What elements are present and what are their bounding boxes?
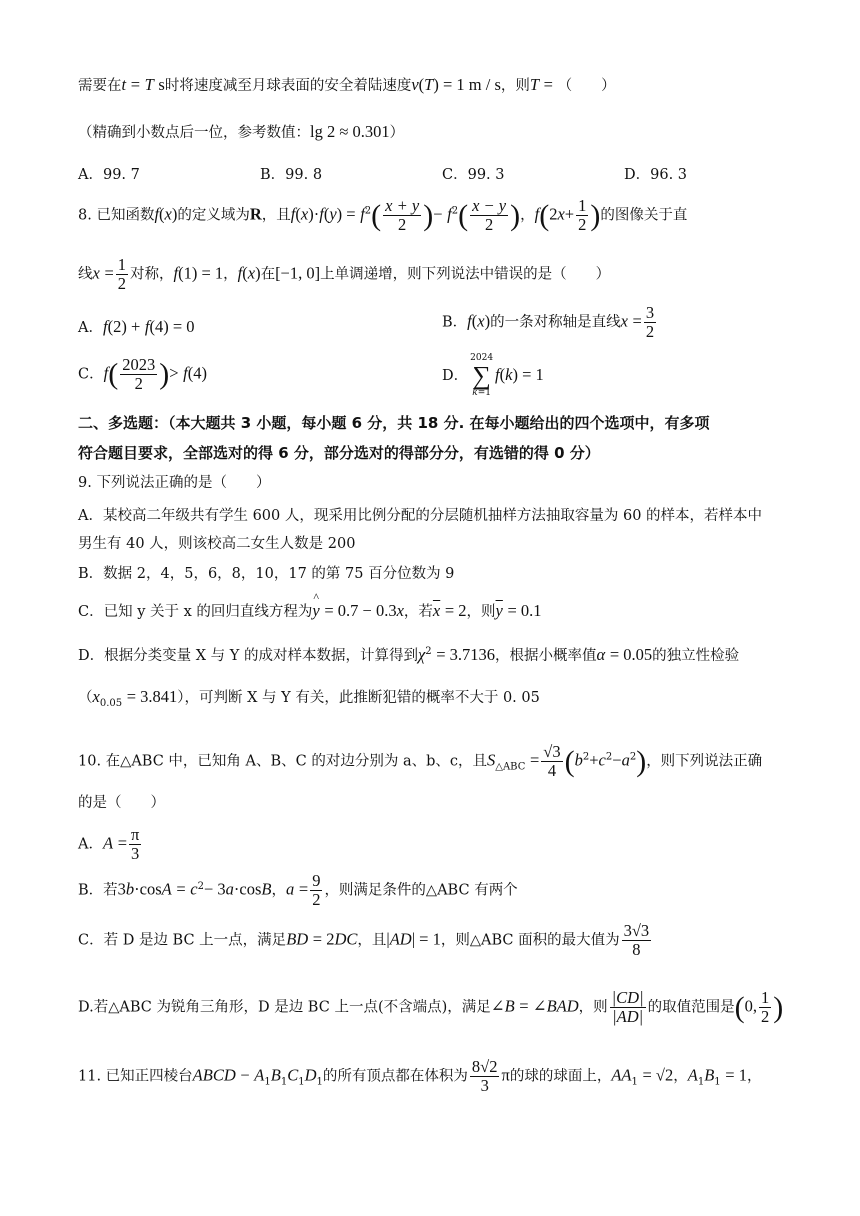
q10-option-b[interactable]: B．若$3b\cdot\cos A = c^2- 3a\cdot\cos B$，a = $\frac{9}{2}$ ，则满足条件的△ABC 有两个	[78, 871, 518, 910]
q9-option-a-line2: 男生有 40 人，则该校高二女生人数是 200	[78, 536, 356, 552]
q8-stem-line1: 8. 已知函数f(x)的定义域为R，且$f(x)\cdot f(y) = f^2$( $\frac{x + y}{2}$ )− $f^2$( $\frac{x - y}{2}$ )，f(2x+ $\frac{1}{2}$ )的图像关于直	[78, 195, 688, 234]
q7-line1: 需要在t = T s时将速度减至月球表面的安全着陆速度v(T) = 1 m / s，则T = （ ）	[78, 75, 616, 94]
q7-option-d[interactable]: D．96. 3	[624, 167, 688, 183]
q9-option-c[interactable]: C．已知 y 关于 x 的回归直线方程为^ y = 0.7 − 0.3x，若$\overline{x} = 2$，则$\overline{y} = 0.1$	[78, 600, 788, 622]
q8-option-c[interactable]: C．f( $\frac{2023}{2}$ )> f(4)	[78, 355, 207, 394]
q9-option-a-line1[interactable]: A．某校高二年级共有学生 600 人，现采用比例分配的分层随机抽样方法抽取容量为 60 的样本，若样本中	[78, 508, 763, 524]
q10-option-c[interactable]: C．若 D 是边 BC 上一点，满足BD = 2DC，且|AD| = 1，则△ABC 面积的最大值为 $\frac{3√3}{8}$	[78, 921, 650, 960]
q8-option-d[interactable]: D． 2024 ∑ k=1 f(k) = 1	[442, 353, 544, 398]
section-2-heading-line2: 符合题目要求，全部选对的得 6 分，部分选对的得部分分，有选错的得 0 分）	[78, 444, 600, 462]
section-2-heading-line1: 二、多选题：（本大题共 3 小题，每小题 6 分，共 18 分. 在每小题给出的四个选项中，有多项	[78, 414, 710, 432]
q7-option-c[interactable]: C．99. 3	[442, 167, 505, 183]
q7-option-a[interactable]: A．99. 7	[78, 167, 140, 183]
q8-option-a[interactable]: A．f(2) + f(4) = 0	[78, 317, 195, 336]
q9-option-d-line2: $(x_{0.05} = 3.841)$，可判断 X 与 Y 有关，此推断犯错的概率不大于 0. 05	[78, 687, 540, 709]
q9-option-b[interactable]: B．数据 2，4，5，6，8，10，17 的第 75 百分位数为 9	[78, 566, 455, 582]
q8-option-b[interactable]: B．f(x)的一条对称轴是直线x = $\frac{3}{2}$	[442, 303, 655, 342]
q10-option-a[interactable]: A．A = $\frac{\pi}{3}$	[78, 825, 140, 864]
q8-stem-line2: 线x = $\frac{1}{2}$ 对称，f(1) = 1，f(x)在[−1, 0]上单调递增，则下列说法中错误的是（ ）	[78, 255, 611, 294]
q7-hint: （精确到小数点后一位，参考数值：lg 2 ≈ 0.301）	[78, 122, 405, 141]
q10-stem-line2: 的是（ ）	[78, 795, 165, 811]
q9-option-d-line1[interactable]: D．根据分类变量 X 与 Y 的成对样本数据，计算得到$\chi^2 = 3.7136$，根据小概率值α = 0.05的独立性检验	[78, 645, 740, 664]
q7-option-b[interactable]: B．99. 8	[260, 167, 323, 183]
q10-stem-line1: 10. 在△ABC 中，已知角 A、B、C 的对边分别为 a、b、c，且$S_{\triangle ABC}$ = $\frac{√3}{4}$ $(b^2+c^2-a^2)$，则下列说法正确	[78, 741, 763, 780]
q9-stem: 9. 下列说法正确的是（ ）	[78, 475, 271, 491]
q10-option-d[interactable]: D.若△ABC 为锐角三角形，D 是边 BC 上一点(不含端点)，满足∠B = ∠BAD，则 $\frac{|CD|}{|AD|}$ 的取值范围是(0, $\frac{1}{2}$ )	[78, 987, 784, 1026]
q11-stem: 11. 已知正四棱台ABCD − $A_1B_1C_1D_1$的所有顶点都在体积为 $\frac{8√2}{3}$ π的球的球面上，$AA_1 = √2$，$A_1B_1 = 1$，	[78, 1057, 762, 1096]
